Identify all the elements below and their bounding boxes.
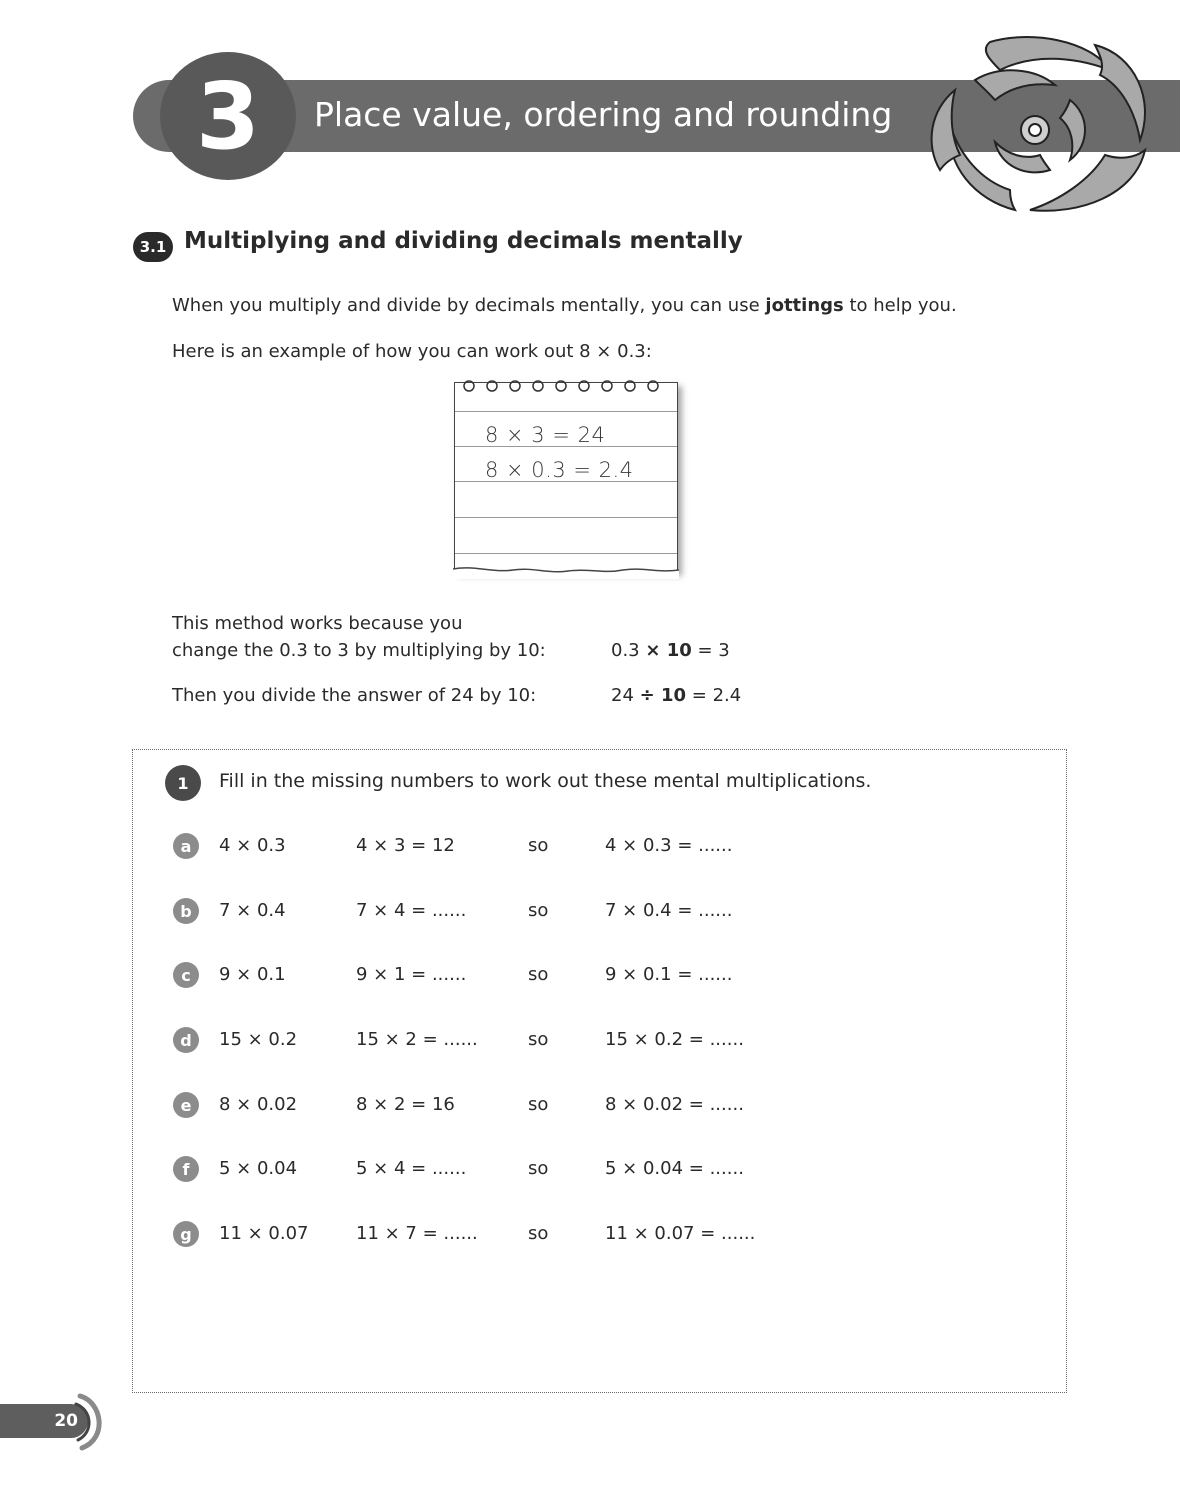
item-problem: 8 × 0.02 bbox=[219, 1094, 298, 1115]
item-so: so bbox=[528, 1094, 549, 1115]
item-problem: 15 × 0.2 bbox=[219, 1029, 298, 1050]
item-letter-badge: a bbox=[173, 833, 199, 859]
explanation-line-3: Then you divide the answer of 24 by 10: bbox=[172, 685, 537, 706]
page-number: 20 bbox=[0, 1404, 88, 1438]
chapter-number: 3 bbox=[160, 52, 296, 180]
item-answer: 7 × 0.4 = ...... bbox=[605, 900, 733, 921]
spiral-rings-icon bbox=[455, 377, 677, 393]
item-problem: 4 × 0.3 bbox=[219, 835, 286, 856]
item-answer: 4 × 0.3 = ...... bbox=[605, 835, 733, 856]
item-problem: 7 × 0.4 bbox=[219, 900, 286, 921]
item-answer: 11 × 0.07 = ...... bbox=[605, 1223, 756, 1244]
intro-example-line: Here is an example of how you can work out 8 × 0.3: bbox=[172, 341, 652, 362]
item-problem: 11 × 0.07 bbox=[219, 1223, 309, 1244]
item-step: 5 × 4 = ...... bbox=[356, 1158, 467, 1179]
item-so: so bbox=[528, 835, 549, 856]
item-letter-badge: c bbox=[173, 962, 199, 988]
exercise-row bbox=[0, 1156, 1196, 1186]
divide-by-ten-equation: 24 ÷ 10 = 2.4 bbox=[611, 685, 742, 706]
item-so: so bbox=[528, 964, 549, 985]
section-number-badge: 3.1 bbox=[133, 232, 173, 262]
item-problem: 5 × 0.04 bbox=[219, 1158, 298, 1179]
item-so: so bbox=[528, 1029, 549, 1050]
explanation-line-2: change the 0.3 to 3 by multiplying by 10: bbox=[172, 640, 546, 661]
jottings-keyword: jottings bbox=[765, 295, 844, 316]
exercise-row bbox=[0, 1221, 1196, 1251]
explanation-line-1: This method works because you bbox=[172, 613, 463, 634]
question-instruction: Fill in the missing numbers to work out these mental multiplications. bbox=[219, 770, 872, 792]
section-title: Multiplying and dividing decimals mentally bbox=[184, 228, 743, 254]
item-letter-badge: b bbox=[173, 898, 199, 924]
question-number-badge: 1 bbox=[165, 765, 201, 801]
intro-paragraph: When you multiply and divide by decimals mentally, you can use jottings to help you. bbox=[172, 295, 957, 316]
exercise-row bbox=[0, 962, 1196, 992]
item-letter-badge: f bbox=[173, 1156, 199, 1182]
item-answer: 8 × 0.02 = ...... bbox=[605, 1094, 744, 1115]
multiply-by-ten-equation: 0.3 × 10 = 3 bbox=[611, 640, 730, 661]
item-letter-badge: d bbox=[173, 1027, 199, 1053]
item-step: 15 × 2 = ...... bbox=[356, 1029, 478, 1050]
item-so: so bbox=[528, 900, 549, 921]
exercise-row bbox=[0, 1092, 1196, 1122]
exercise-row bbox=[0, 833, 1196, 863]
arc-icon bbox=[72, 1392, 112, 1452]
exercise-row bbox=[0, 898, 1196, 928]
item-letter-badge: e bbox=[173, 1092, 199, 1118]
chapter-title: Place value, ordering and rounding bbox=[314, 95, 893, 134]
torn-edge bbox=[453, 565, 679, 579]
item-answer: 15 × 0.2 = ...... bbox=[605, 1029, 744, 1050]
item-letter-badge: g bbox=[173, 1221, 199, 1247]
jotting-notepad bbox=[454, 382, 678, 572]
item-step: 8 × 2 = 16 bbox=[356, 1094, 455, 1115]
exercise-row bbox=[0, 1027, 1196, 1057]
swirl-icon bbox=[920, 30, 1180, 220]
item-problem: 9 × 0.1 bbox=[219, 964, 286, 985]
item-step: 4 × 3 = 12 bbox=[356, 835, 455, 856]
jotting-line-1: 8 × 3 = 24 bbox=[485, 423, 606, 447]
item-step: 11 × 7 = ...... bbox=[356, 1223, 478, 1244]
item-step: 7 × 4 = ...... bbox=[356, 900, 467, 921]
item-so: so bbox=[528, 1158, 549, 1179]
item-answer: 9 × 0.1 = ...... bbox=[605, 964, 733, 985]
jotting-line-2: 8 × 0.3 = 2.4 bbox=[485, 458, 634, 482]
item-answer: 5 × 0.04 = ...... bbox=[605, 1158, 744, 1179]
item-so: so bbox=[528, 1223, 549, 1244]
item-step: 9 × 1 = ...... bbox=[356, 964, 467, 985]
